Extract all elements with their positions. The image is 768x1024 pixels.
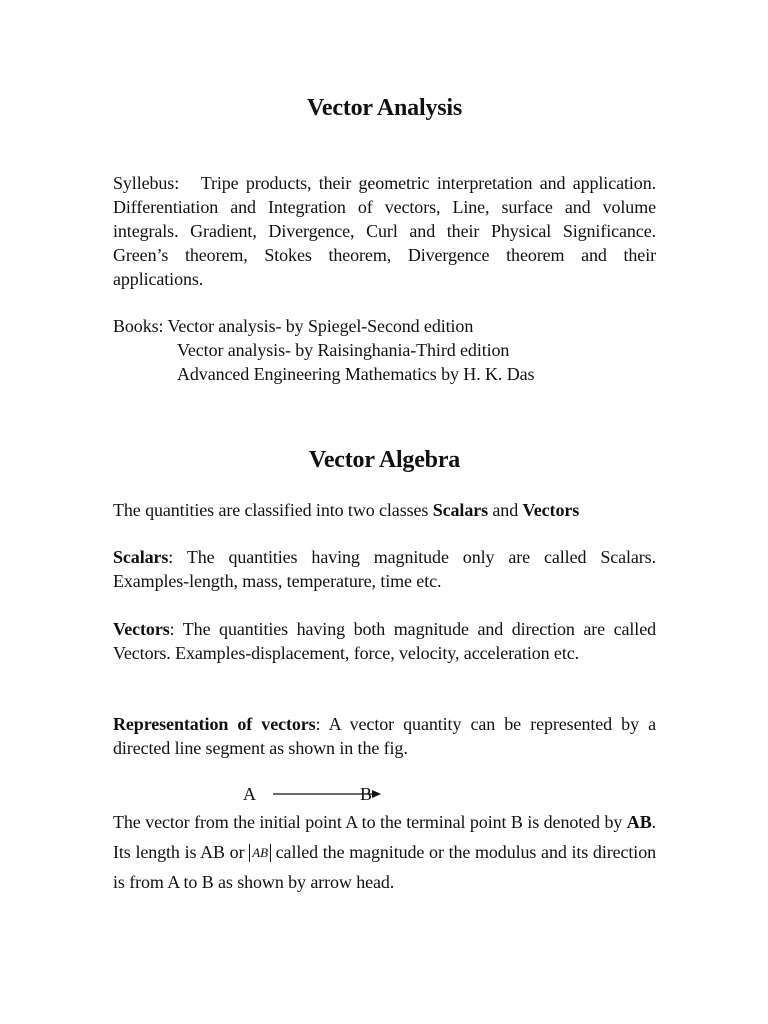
section-title: Vector Algebra (308, 447, 461, 473)
representation-paragraph (113, 712, 656, 760)
representation-text: : A vector quantity can be represented by a directed line segment as shown in the fig. (113, 714, 656, 758)
classes-paragraph (113, 498, 656, 522)
description-paragraph (113, 807, 656, 897)
scalars-text: : The quantities having magnitude only are called Scalars. Examples-length, mass, temperature, time etc. (113, 547, 656, 591)
and-word: and (492, 500, 519, 520)
syllabus-label: Syllebus: (113, 173, 180, 193)
desc-text-2: . Its length is AB or (113, 812, 657, 862)
vector-figure (113, 784, 656, 808)
desc-text-3: called the magnitude or the modulus and its direction is from A to B as shown by arrow head. (113, 842, 657, 892)
vectors-heading: Vectors (113, 619, 170, 639)
book-item: Vector analysis- by Raisinghania-Third edition (177, 340, 510, 360)
vectors-paragraph (113, 617, 656, 665)
books-label: Books: (113, 316, 164, 336)
book-item: Advanced Engineering Mathematics by H. K. Das (177, 364, 535, 384)
vectors-text: : The quantities having both magnitude and direction are called Vectors. Examples-displacement, force, velocity, acceleration etc. (113, 619, 656, 663)
classes-text: The quantities are classified into two classes (113, 500, 429, 520)
page-title: Vector Analysis (306, 95, 463, 121)
desc-text-1: The vector from the initial point A to the terminal point B is denoted by (113, 812, 623, 832)
scalars-paragraph (113, 545, 656, 593)
vectors-term: Vectors (522, 500, 580, 520)
books-row-1 (113, 314, 656, 338)
point-b-label: B (360, 784, 373, 804)
representation-heading: Representation of vectors (113, 714, 316, 734)
ab-vector: AB (626, 812, 652, 832)
modulus-symbol: AB (249, 844, 271, 862)
books-list (113, 314, 656, 386)
scalars-heading: Scalars (113, 547, 169, 567)
syllabus-paragraph (113, 171, 656, 291)
book-item: Vector analysis- by Spiegel-Second edition (167, 316, 474, 336)
syllabus-text: Tripe products, their geometric interpretation and application. Differentiation and Integration of vectors, Line, surface and volume integrals. Gradient, Divergence, Curl and their Physical Significance. Green’s theorem, Stokes theorem, Divergence theorem and their applications. (113, 173, 656, 289)
point-a-label: A (243, 784, 256, 804)
scalars-term: Scalars (432, 500, 489, 520)
